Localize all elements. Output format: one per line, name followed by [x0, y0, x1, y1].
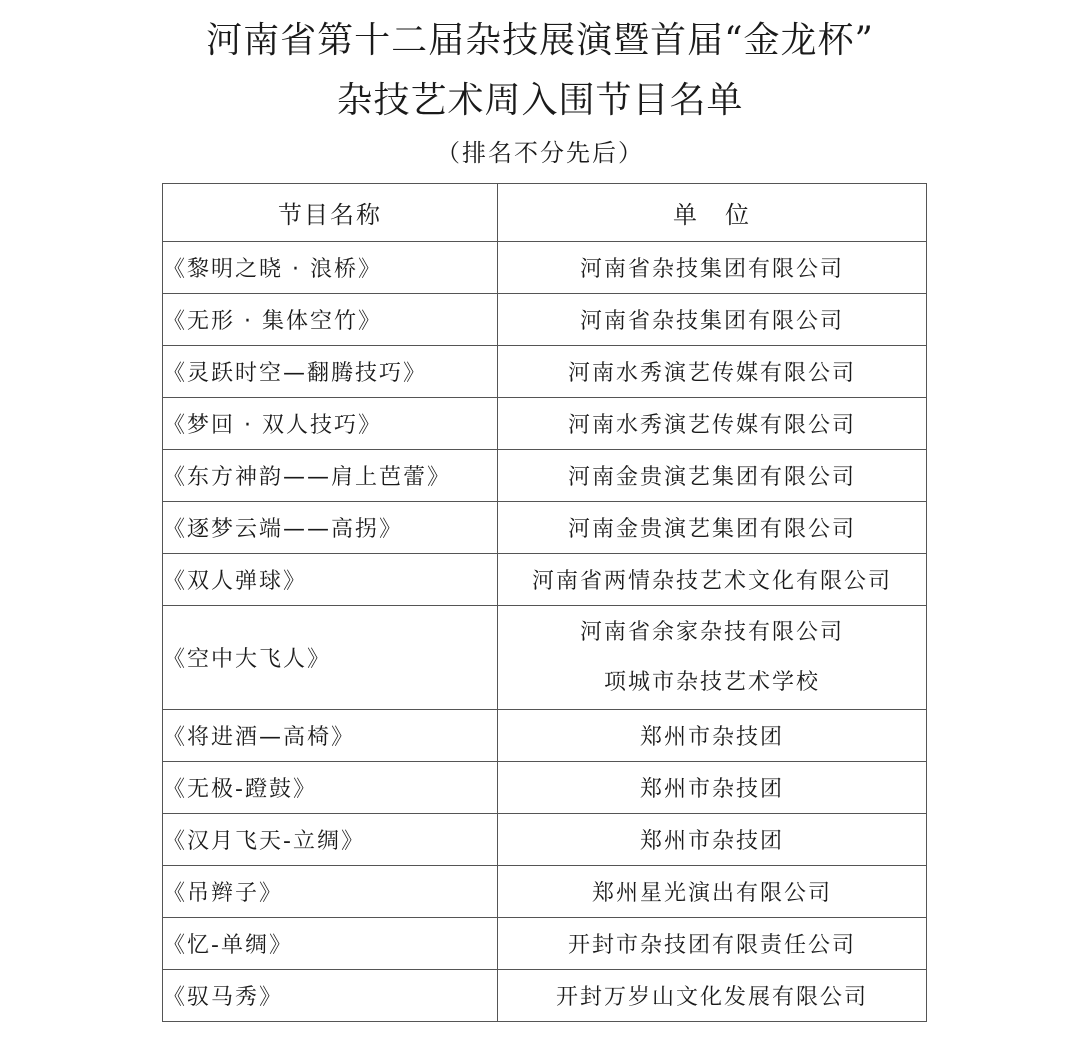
program-name-cell: 《吊辫子》 — [163, 866, 498, 918]
program-name-cell: 《忆-单绸》 — [163, 918, 498, 970]
table-row — [163, 346, 927, 398]
unit-cell: 郑州市杂技团 — [498, 710, 927, 762]
unit-cell — [498, 606, 927, 710]
unit-cell: 河南水秀演艺传媒有限公司 — [498, 398, 927, 450]
table-header-row — [163, 184, 927, 242]
table-row — [163, 918, 927, 970]
unit-cell: 河南金贵演艺集团有限公司 — [498, 450, 927, 502]
column-header-unit: 单 位 — [498, 184, 927, 242]
unit-cell: 河南水秀演艺传媒有限公司 — [498, 346, 927, 398]
table-row — [163, 814, 927, 866]
program-name-cell: 《双人弹球》 — [163, 554, 498, 606]
program-name-cell: 《空中大飞人》 — [163, 606, 498, 710]
table-row — [163, 606, 927, 710]
table-row — [163, 398, 927, 450]
unit-cell: 郑州星光演出有限公司 — [498, 866, 927, 918]
program-name-cell: 《驭马秀》 — [163, 970, 498, 1022]
document-title-line-2: 杂技艺术周入围节目名单 — [336, 80, 744, 121]
table-row — [163, 554, 927, 606]
column-header-program-name: 节目名称 — [163, 184, 498, 242]
program-name-cell: 《逐梦云端——高拐》 — [163, 502, 498, 554]
program-name-cell: 《梦回 · 双人技巧》 — [163, 398, 498, 450]
unit-line: 河南省余家杂技有限公司 — [579, 619, 844, 645]
document-title-line-1: 河南省第十二届杂技展演暨首届“金龙杯” — [206, 20, 874, 61]
table-row — [163, 866, 927, 918]
program-name-cell: 《无极-蹬鼓》 — [163, 762, 498, 814]
document-subtitle: （排名不分先后） — [436, 139, 644, 167]
unit-cell: 郑州市杂技团 — [498, 814, 927, 866]
unit-cell: 河南金贵演艺集团有限公司 — [498, 502, 927, 554]
table-row — [163, 762, 927, 814]
program-name-cell: 《将进酒—高椅》 — [163, 710, 498, 762]
program-name-cell: 《汉月飞天-立绸》 — [163, 814, 498, 866]
table-row — [163, 502, 927, 554]
table-row — [163, 242, 927, 294]
unit-cell: 河南省杂技集团有限公司 — [498, 294, 927, 346]
unit-cell: 郑州市杂技团 — [498, 762, 927, 814]
program-list-table — [162, 183, 927, 1022]
program-name-cell: 《灵跃时空—翻腾技巧》 — [163, 346, 498, 398]
unit-cell: 河南省两情杂技艺术文化有限公司 — [498, 554, 927, 606]
unit-line: 项城市杂技艺术学校 — [603, 669, 820, 695]
table-row — [163, 970, 927, 1022]
program-name-cell: 《黎明之晓 · 浪桥》 — [163, 242, 498, 294]
unit-cell: 开封万岁山文化发展有限公司 — [498, 970, 927, 1022]
table-body — [163, 242, 927, 1022]
unit-cell: 开封市杂技团有限责任公司 — [498, 918, 927, 970]
table-row — [163, 294, 927, 346]
table-row — [163, 710, 927, 762]
table-row — [163, 450, 927, 502]
program-name-cell: 《东方神韵——肩上芭蕾》 — [163, 450, 498, 502]
program-name-cell: 《无形 · 集体空竹》 — [163, 294, 498, 346]
unit-cell: 河南省杂技集团有限公司 — [498, 242, 927, 294]
